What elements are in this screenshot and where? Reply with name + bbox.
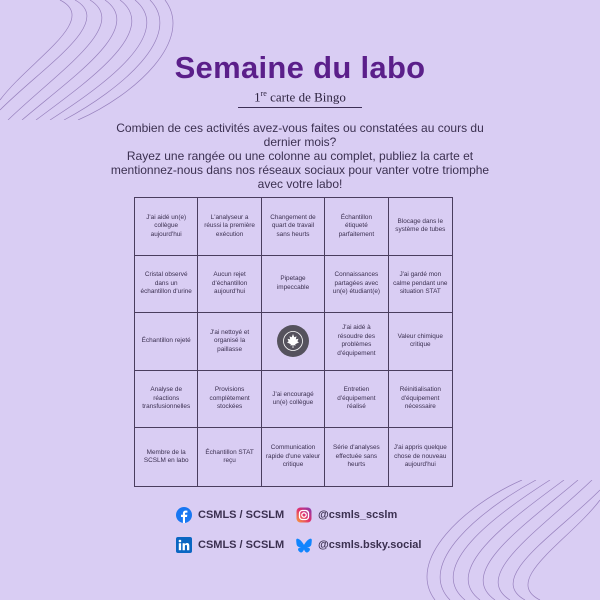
instagram-icon xyxy=(296,507,312,523)
instagram-link[interactable] xyxy=(296,507,397,523)
bingo-free-space[interactable] xyxy=(262,313,325,371)
csmls-logo-icon xyxy=(277,325,309,357)
bluesky-butterfly-icon xyxy=(296,537,312,553)
linkedin-link[interactable] xyxy=(176,537,284,553)
intro-text xyxy=(100,121,500,191)
bingo-cell[interactable]: J'ai gardé mon calme pendant une situation STAT xyxy=(389,256,452,314)
subtitle-text: carte de Bingo xyxy=(266,89,346,105)
bluesky-handle: @csmls.bsky.social xyxy=(318,539,422,551)
instagram-handle: @csmls_scslm xyxy=(318,509,398,521)
bingo-cell[interactable]: Échantillon étiqueté parfaitement xyxy=(325,198,388,256)
bingo-cell[interactable]: Échantillon STAT reçu xyxy=(198,428,261,486)
bingo-cell[interactable]: L'analyseur a réussi la première exécution xyxy=(198,198,261,256)
facebook-icon xyxy=(176,507,192,523)
page-subtitle xyxy=(235,89,365,105)
bingo-cell[interactable]: Série d'analyses effectuée sans heurts xyxy=(325,428,388,486)
linkedin-icon xyxy=(176,537,192,553)
bluesky-link[interactable] xyxy=(296,537,421,553)
bingo-cell[interactable]: J'ai encouragé un(e) collègue xyxy=(262,371,325,429)
bingo-cell[interactable]: Analyse de réactions transfusionnelles xyxy=(135,371,198,429)
linkedin-handle: CSMLS / SCSLM xyxy=(198,539,285,551)
bingo-cell[interactable]: Changement de quart de travail sans heurts xyxy=(262,198,325,256)
subtitle-ordinal: 1 xyxy=(254,89,261,105)
bingo-cell[interactable]: Connaissances partagées avec un(e) étudiant(e) xyxy=(325,256,388,314)
bingo-cell[interactable]: J'ai aidé un(e) collègue aujourd'hui xyxy=(135,198,198,256)
subtitle-ordinal-suffix: re xyxy=(260,89,267,98)
title-divider xyxy=(238,107,362,108)
bingo-cell[interactable]: J'ai appris quelque chose de nouveau aujourd'hui xyxy=(393,444,447,469)
decorative-waves-bottom-right xyxy=(425,480,600,600)
bingo-cell[interactable]: Cristal observé dans un échantillon d'urine xyxy=(135,256,198,314)
bingo-cell[interactable]: Valeur chimique critique xyxy=(389,313,452,371)
facebook-link[interactable] xyxy=(176,507,284,523)
intro-instructions: Rayez une rangée ou une colonne au complet, publiez la carte et mentionnez-nous dans nos réseaux sociaux pour vanter votre triomphe avec votre labo! xyxy=(110,149,490,191)
bingo-cell[interactable]: Aucun rejet d'échantillon aujourd'hui xyxy=(198,256,261,314)
bingo-cell[interactable]: Entretien d'équipement réalisé xyxy=(325,371,388,429)
bingo-cell[interactable]: Provisions complètement stockées xyxy=(198,371,261,429)
bingo-cell[interactable]: J'ai nettoyé et organisé la paillasse xyxy=(198,313,261,371)
intro-question: Combien de ces activités avez-vous faites ou constatées au cours du dernier mois? xyxy=(116,121,484,149)
bingo-cell[interactable]: Échantillon rejeté xyxy=(135,313,198,371)
bingo-cell[interactable]: Blocage dans le système de tubes xyxy=(389,198,452,256)
bingo-cell[interactable]: J'ai aidé à résoudre des problèmes d'équipement xyxy=(325,313,388,371)
bingo-cell[interactable]: Membre de la SCSLM en labo xyxy=(135,428,198,486)
page-title: Semaine du labo xyxy=(174,50,426,85)
bingo-cell[interactable]: Communication rapide d'une valeur critique xyxy=(262,428,325,486)
facebook-handle: CSMLS / SCSLM xyxy=(198,509,285,521)
bingo-card xyxy=(134,197,453,487)
bingo-cell[interactable]: Réinitialisation d'équipement nécessaire xyxy=(389,371,452,429)
bingo-cell[interactable]: Pipetage impeccable xyxy=(262,256,325,314)
